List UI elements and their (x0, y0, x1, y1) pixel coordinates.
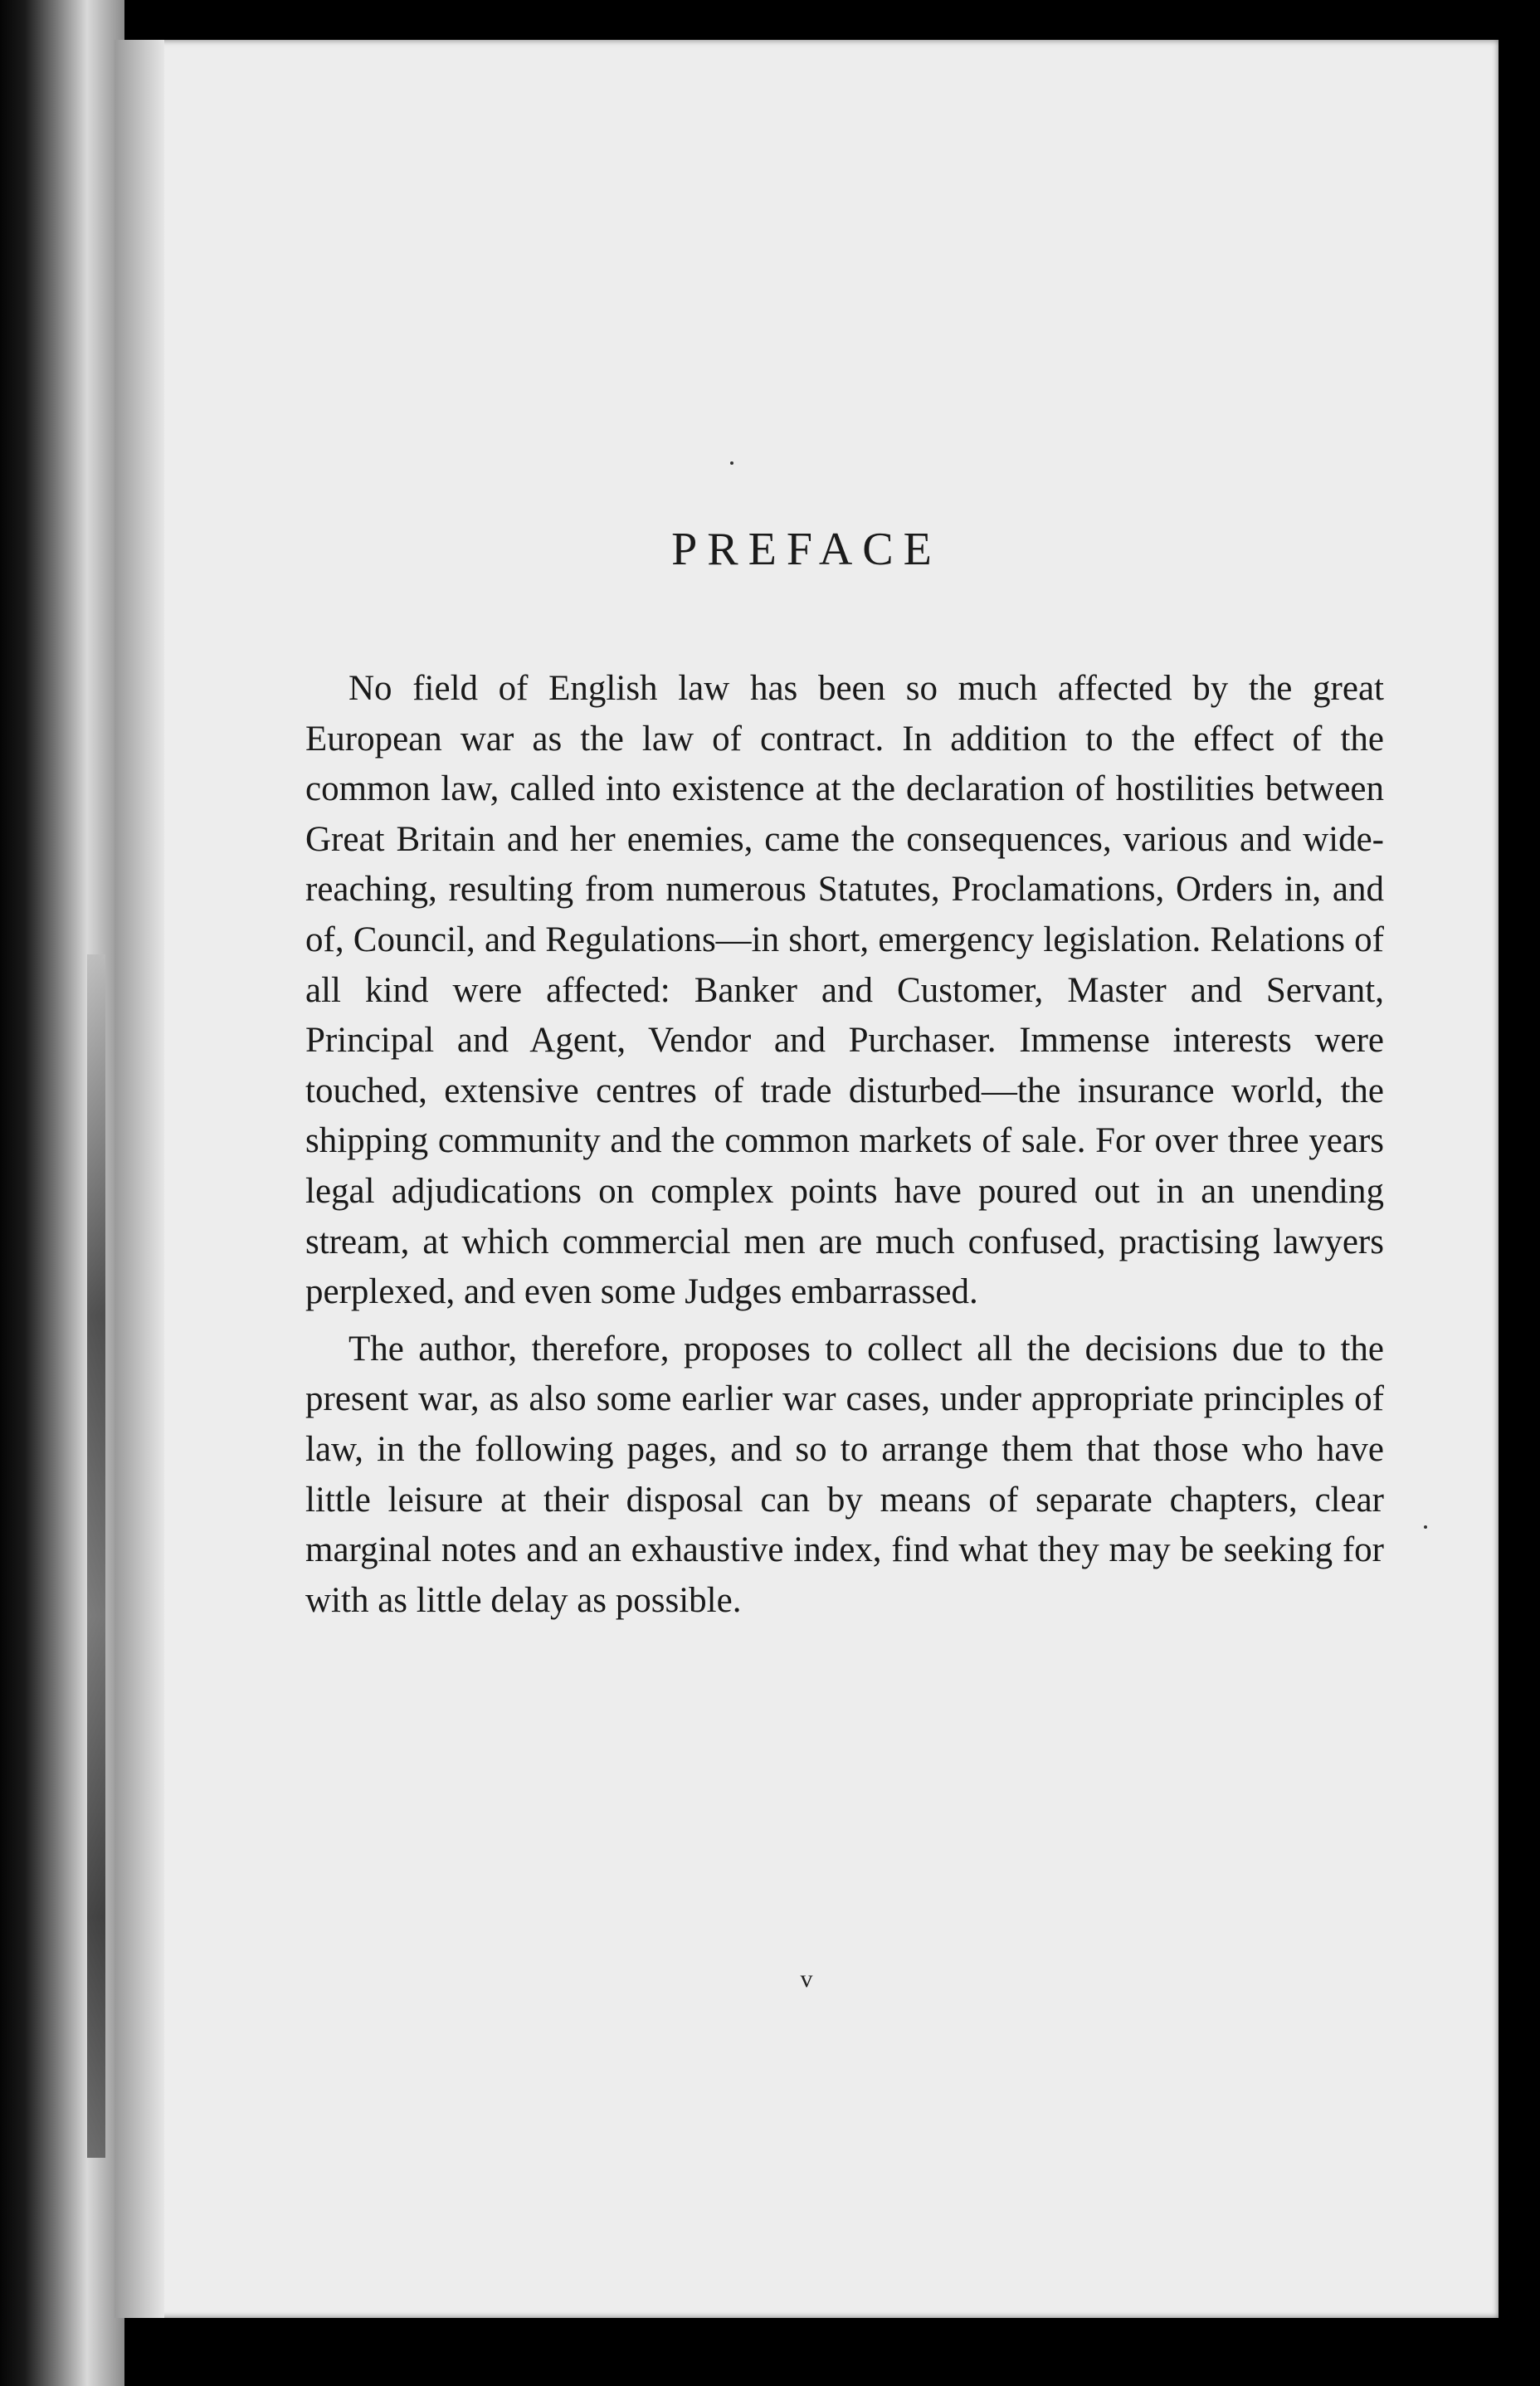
preface-body (305, 664, 1384, 1626)
dust-speck (1424, 1525, 1427, 1529)
preface-paragraph-2: The author, therefore, proposes to collect all the decisions due to the present war, as also some earlier war cases, under appropriate principles of law, in the following pages, and so to arrange them that those who have little leisure at their disposal can by means of separate chapters, clear marginal notes and an exhaustive index, find what they may be seeking for with as little delay as possible. (305, 1329, 1384, 1620)
preface-paragraph-1: No field of English law has been so much affected by the great European war as the law of contract. In addition to the effect of the common law, called into existence at the declaration of hostilities between Great Britain and her enemies, came the consequences, various and wide-reaching, resulting from numerous Statutes, Proclamations, Orders in, and of, Council, and Regulations—in short, emergency legislation. Relations of all kind were affected: Banker and Customer, Master and Servant, Principal and Agent, Vendor and Purchaser. Immense interests were touched, extensive centres of trade disturbed—the insurance world, the shipping community and the common markets of sale. For over three years legal adjudications on complex points have poured out in an unending stream, at which commercial men are much confused, practising lawyers perplexed, and even some Judges embarrassed. (305, 669, 1384, 1312)
book-spine-edge (0, 0, 124, 2386)
spine-shadow-streak (87, 954, 105, 2158)
page-number: v (800, 1965, 813, 1993)
dust-speck (730, 461, 733, 465)
book-page (115, 40, 1499, 2318)
page-heading: PREFACE (671, 524, 942, 575)
